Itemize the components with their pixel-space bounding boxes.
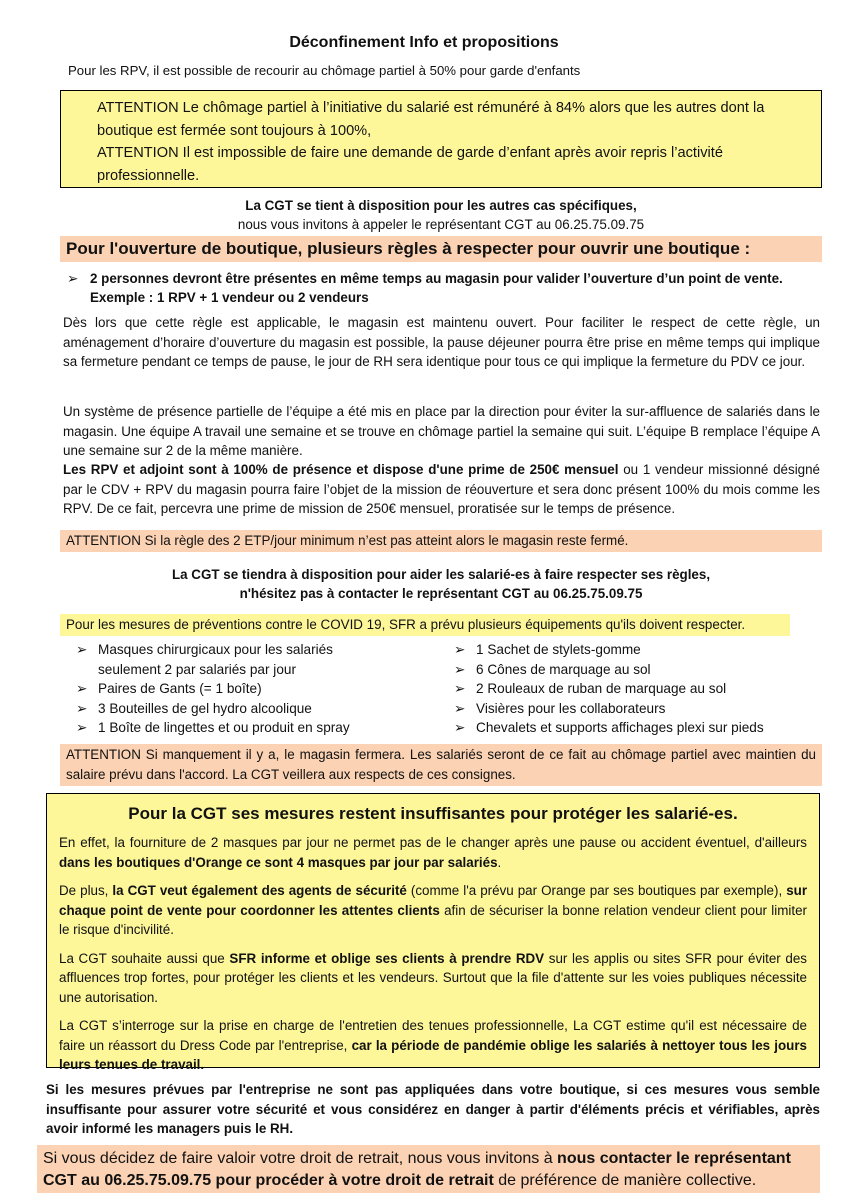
page-title: Déconfinement Info et propositions xyxy=(289,34,559,51)
etp-attention-bar: ATTENTION Si la règle des 2 ETP/jour minimum n’est pas atteint alors le magasin reste fermé. xyxy=(60,530,822,552)
equipment-list-left xyxy=(76,640,376,738)
arrow-bullet-icon: ➢ xyxy=(454,681,466,696)
arrow-bullet-icon: ➢ xyxy=(454,661,466,677)
cgt-contact-2-line-2: n'hésitez pas à contacter le représentant CGT au 06.25.75.09.75 xyxy=(239,586,643,601)
list-item: ➢ Masques chirurgicaux pour les salariés seulement 2 par salariés par jour xyxy=(76,642,333,677)
covid-intro-bar: Pour les mesures de préventions contre le COVID 19, SFR a prévu plusieurs équipements qu'ils doivent respecter. xyxy=(60,614,790,636)
ouverture-heading: Pour l'ouverture de boutique, plusieurs règles à respecter pour ouvrir une boutique : xyxy=(60,236,822,262)
dress-code-paragraph: La CGT s’interroge sur la prise en charge de l'entretien des tenues professionnelle, La CGT estime qu'il est nécessaire de faire un réassort du Dress Code par l'entreprise, car la période de pandémie oblige les salariés à nettoyer tous les jours leurs tenues de travail. xyxy=(59,1018,807,1072)
arrow-bullet-icon: ➢ xyxy=(454,720,466,735)
arrow-bullet-icon: ➢ xyxy=(76,700,88,716)
droit-retrait-bar: Si vous décidez de faire valoir votre droit de retrait, nous vous invitons à nous contacter le représentant CGT au 06.25.75.09.75 pour procéder à votre droit de retrait de préférence de manière collective. xyxy=(37,1145,820,1193)
list-item: ➢ 1 Sachet de stylets-gomme xyxy=(454,640,814,660)
attention-line-2: ATTENTION Il est impossible de faire une demande de garde d’enfant après avoir repris l’activité professionnelle. xyxy=(97,145,723,184)
rdv-paragraph: La CGT souhaite aussi que SFR informe et oblige ses clients à prendre RDV sur les applis ou sites SFR pour éviter des affluences trop fortes, pour protéger les clients et les vendeurs. Surtout que la file d'attente sur les voies publiques nécessite une autorisation. xyxy=(59,950,807,1005)
cgt-contact-1-line-2: nous vous invitons à appeler le représentant CGT au 06.25.75.09.75 xyxy=(237,217,645,232)
closing-paragraph: Si les mesures prévues par l'entreprise ne sont pas appliquées dans votre boutique, si ces mesures vous semble insuffisante pour assurer votre sécurité et vous considérez en danger à partir d'éléments précis et vérifiables, après avoir informé les managers puis le RH. xyxy=(46,1082,820,1136)
insufficient-measures-box xyxy=(46,793,820,1072)
prime-rest-text: ou 1 vendeur missionné désigné par le CDV + RPV du magasin pourra faire l’objet de la mission de réouverture et sera donc présent 100% du mois comme les RPV. De ce fait, percevra une prime de mission de 250€ mensuel, proratisée sur le temps de présence. xyxy=(63,462,821,516)
list-item: ➢ 6 Cônes de marquage au sol xyxy=(454,660,814,680)
list-item: ➢ 2 Rouleaux de ruban de marquage au sol xyxy=(454,679,814,699)
arrow-bullet-icon: ➢ xyxy=(76,642,88,657)
equipment-list-right xyxy=(454,640,814,738)
rule-line-1: 2 personnes devront être présentes en même temps au magasin pour valider l’ouverture d’un point de vente. xyxy=(90,271,783,286)
arrow-bullet-icon: ➢ xyxy=(76,720,88,735)
list-item: ➢ 3 Bouteilles de gel hydro alcoolique xyxy=(76,699,376,719)
arrow-bullet-icon: ➢ xyxy=(454,642,466,657)
arrow-bullet-icon: ➢ xyxy=(67,271,79,286)
list-item: ➢ Visières pour les collaborateurs xyxy=(454,699,814,719)
list-item: ➢ Paires de Gants (= 1 boîte) xyxy=(76,679,376,699)
attention-line-1: ATTENTION Le chômage partiel à l’initiative du salarié est rémunéré à 84% alors que les autres dont la boutique est fermée sont toujours à 100%, xyxy=(97,100,765,139)
security-paragraph: De plus, la CGT veut également des agents de sécurité (comme l'a prévu par Orange par ses boutiques par exemple), sur chaque point de vente pour coordonner les attentes clients afin de sécuriser la bonne relation vendeur client pour limiter le risque d'incivilité. xyxy=(59,883,808,937)
arrow-bullet-icon: ➢ xyxy=(76,681,88,696)
list-item: ➢ Chevalets et supports affichages plexi sur pieds xyxy=(454,718,814,738)
covid-attention-bar: ATTENTION Si manquement il y a, le magasin fermera. Les salariés seront de ce fait au chômage partiel avec maintien du salaire prévu dans l'accord. La CGT veillera aux respects de ces consignes. xyxy=(60,744,822,786)
ouverture-paragraph-3 xyxy=(63,460,820,519)
prime-bold-text: Les RPV et adjoint sont à 100% de présence et dispose d'une prime de 250€ mensuel xyxy=(63,462,619,477)
attention-box xyxy=(60,90,822,188)
list-item: ➢ 1 Boîte de lingettes et ou produit en spray xyxy=(76,718,376,738)
cgt-contact-2 xyxy=(60,565,822,603)
cgt-contact-1 xyxy=(60,196,822,234)
cgt-contact-1-line-1: La CGT se tient à disposition pour les autres cas spécifiques, xyxy=(245,198,637,213)
cgt-contact-2-line-1: La CGT se tiendra à disposition pour aider les salarié-es à faire respecter ses règles, xyxy=(171,567,711,582)
intro-text: Pour les RPV, il est possible de recourir au chômage partiel à 50% pour garde d'enfants xyxy=(68,63,581,78)
rule-line-2: Exemple : 1 RPV + 1 vendeur ou 2 vendeurs xyxy=(90,290,369,305)
ouverture-paragraph-1: Dès lors que cette règle est applicable, le magasin est maintenu ouvert. Pour faciliter le respect de cette règle, un aménagement d’horaire d’ouverture du magasin est possible, la pause déjeuner pourra être prise en même temps qui implique sa fermeture pendant ce temps de pause, le jour de RH sera identique pour tous ce qui implique la fermeture du PDV ce jour. xyxy=(63,315,820,369)
masks-paragraph: En effet, la fourniture de 2 masques par jour ne permet pas de le changer après une pause ou accident éventuel, d'ailleurs dans les boutiques d'Orange ce sont 4 masques par jour par salariés. xyxy=(59,835,807,870)
insufficient-heading: Pour la CGT ses mesures restent insuffisantes pour protéger les salarié-es. xyxy=(128,804,738,823)
rule-bullet xyxy=(90,269,820,307)
arrow-bullet-icon: ➢ xyxy=(454,700,466,716)
ouverture-paragraph-2: Un système de présence partielle de l’équipe a été mis en place par la direction pour éviter la sur-affluence de salariés dans le magasin. Une équipe A travail une semaine et se trouve en chômage partiel la semaine qui suit. L’équipe B remplace l’équipe A une semaine sur 2 de la même manière. xyxy=(63,404,820,458)
